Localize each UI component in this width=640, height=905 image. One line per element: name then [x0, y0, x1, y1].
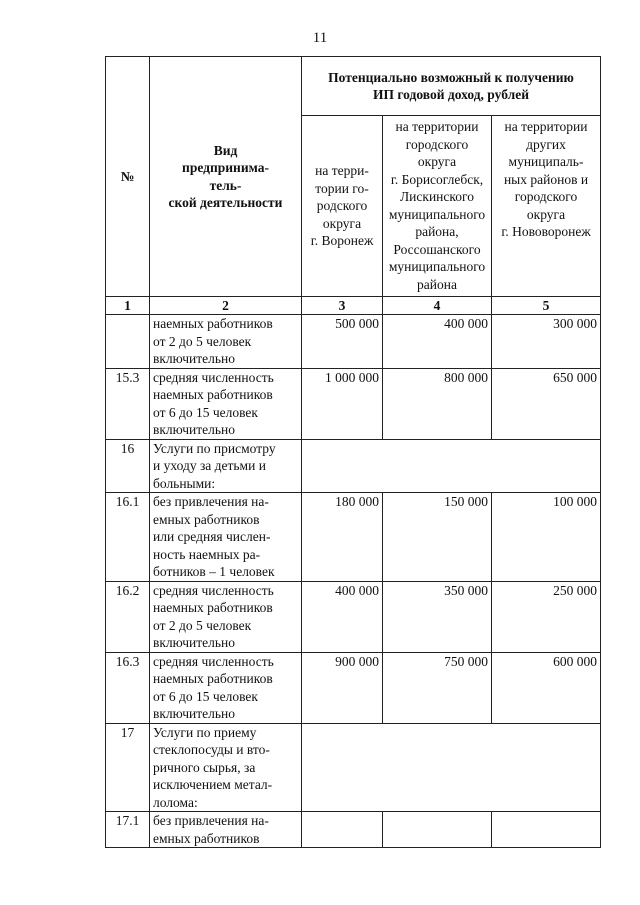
row-value-other: 100 000	[492, 493, 601, 582]
row-value-other: 650 000	[492, 368, 601, 439]
header-number: №	[106, 57, 150, 297]
row-number: 16.3	[106, 652, 150, 723]
page-number: 11	[312, 30, 328, 46]
row-number: 17.1	[106, 812, 150, 848]
header-activity-kind: Вид предпринима- тель- ской деятельности	[150, 57, 302, 297]
table-row	[106, 368, 601, 439]
row-value-borisoglebsk	[383, 812, 492, 848]
row-value-voronezh: 1 000 000	[302, 368, 383, 439]
column-number: 3	[302, 297, 383, 315]
row-description: средняя численность наемных работников от 6 до 15 человек включительно	[150, 652, 302, 723]
row-number	[106, 315, 150, 369]
row-value-voronezh	[302, 812, 383, 848]
row-number: 16.1	[106, 493, 150, 582]
header-col-voronezh: на терри- тории го- родского округа г. Воронеж	[302, 116, 383, 297]
table-row	[106, 493, 601, 582]
row-number: 16.2	[106, 581, 150, 652]
row-value-other: 300 000	[492, 315, 601, 369]
row-value-other: 250 000	[492, 581, 601, 652]
row-value-other	[492, 812, 601, 848]
table-row	[106, 812, 601, 848]
row-empty-values	[302, 439, 601, 493]
row-description: Услуги по приему стеклопосуды и вто- ричного сырья, за исключением метал- лолома:	[150, 723, 302, 812]
income-table	[105, 56, 601, 848]
table-row	[106, 315, 601, 369]
row-description: средняя численность наемных работников от 2 до 5 человек включительно	[150, 581, 302, 652]
row-description: без привлечения на- емных работников или средняя числен- ность наемных ра- ботников – 1 человек	[150, 493, 302, 582]
row-number: 16	[106, 439, 150, 493]
header-col-borisoglebsk: на территории городского округа г. Борисоглебск, Лискинского муниципального района, Россошанского муниципального района	[383, 116, 492, 297]
row-value-voronezh: 180 000	[302, 493, 383, 582]
row-description: без привлечения на- емных работников	[150, 812, 302, 848]
row-value-voronezh: 900 000	[302, 652, 383, 723]
table-row	[106, 581, 601, 652]
row-number: 15.3	[106, 368, 150, 439]
row-value-borisoglebsk: 150 000	[383, 493, 492, 582]
column-number: 1	[106, 297, 150, 315]
row-value-borisoglebsk: 750 000	[383, 652, 492, 723]
row-value-borisoglebsk: 800 000	[383, 368, 492, 439]
row-value-other: 600 000	[492, 652, 601, 723]
row-empty-values	[302, 723, 601, 812]
row-description: наемных работников от 2 до 5 человек включительно	[150, 315, 302, 369]
column-number: 5	[492, 297, 601, 315]
table-row	[106, 723, 601, 812]
row-number: 17	[106, 723, 150, 812]
row-description: средняя численность наемных работников от 6 до 15 человек включительно	[150, 368, 302, 439]
column-number: 4	[383, 297, 492, 315]
row-value-borisoglebsk: 400 000	[383, 315, 492, 369]
header-col-other-districts: на территории других муниципаль- ных районов и городского округа г. Нововоронеж	[492, 116, 601, 297]
column-number: 2	[150, 297, 302, 315]
table-row	[106, 439, 601, 493]
row-value-voronezh: 400 000	[302, 581, 383, 652]
table-row	[106, 652, 601, 723]
row-value-borisoglebsk: 350 000	[383, 581, 492, 652]
column-number-row	[106, 297, 601, 315]
row-value-voronezh: 500 000	[302, 315, 383, 369]
header-income-group: Потенциально возможный к получению ИП годовой доход, рублей	[302, 57, 601, 116]
row-description: Услуги по присмотру и уходу за детьми и больными:	[150, 439, 302, 493]
